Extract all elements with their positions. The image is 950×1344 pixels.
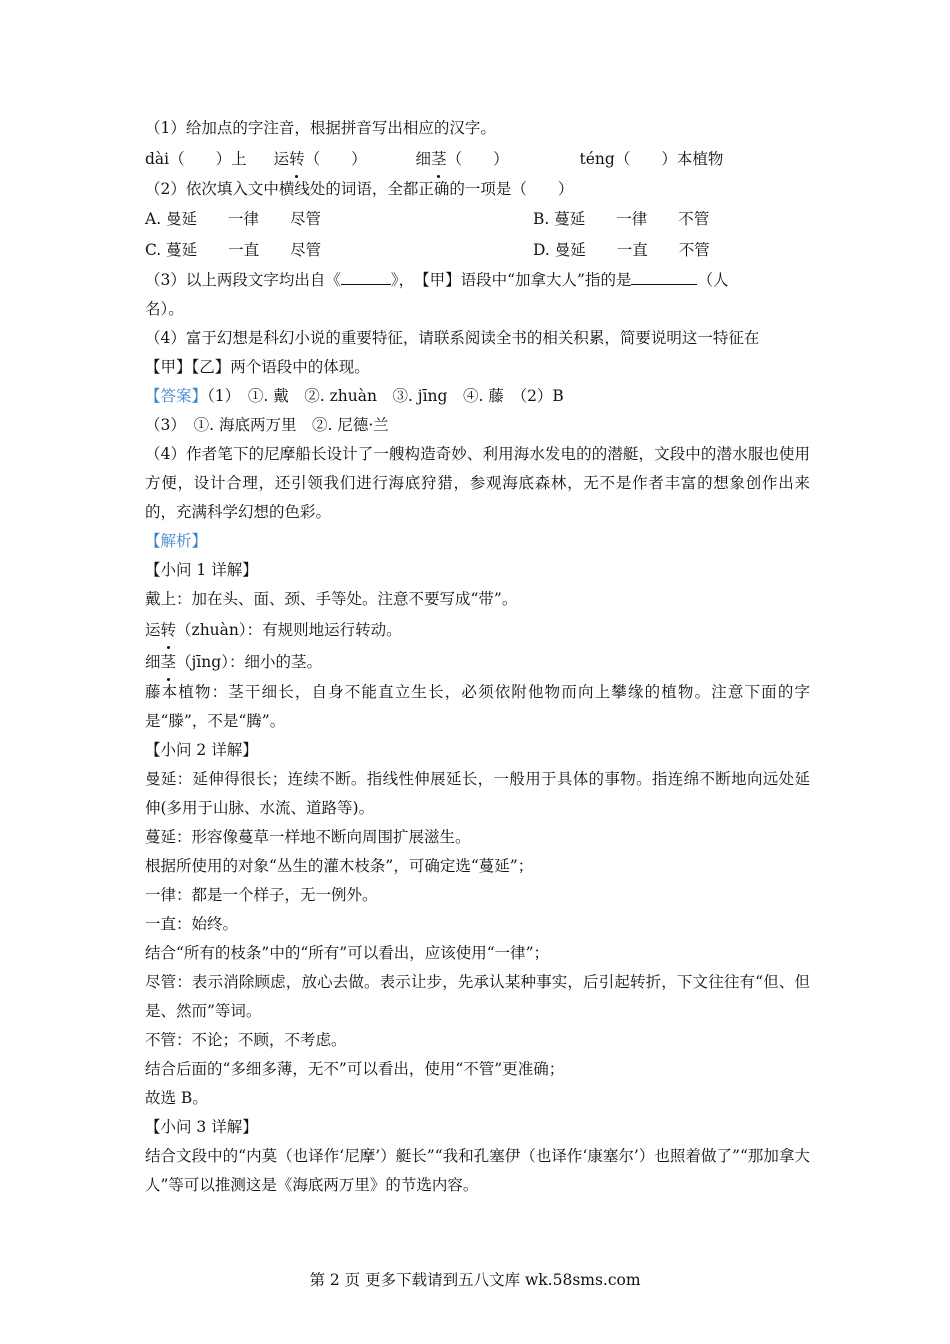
page-footer: 第 2 页 更多下载请到五八文库 wk.58sms.com — [309, 1271, 641, 1289]
s1-line-2: 运转（zhuàn）：有规则地运行转动。 — [145, 614, 810, 646]
answer-tag: 【答案】 — [145, 387, 208, 405]
q1-item-teng: téng（ ）本植物 — [579, 150, 724, 168]
q1-item-jing: 细茎（ ） — [416, 150, 509, 168]
q4-line-1: （4）富于幻想是科幻小说的重要特征，请联系阅读全书的相关积累，简要说明这一特征在 — [145, 329, 760, 347]
answer-line-1: 【答案】（1） ①. 戴 ②. zhuàn ③. jīng ④. 藤 （2）B — [145, 387, 564, 405]
q2-option-a: A. 曼延 一律 尽管 — [145, 210, 322, 228]
q1-items — [145, 143, 810, 175]
s2-line-6: 结合“所有的枝条”中的“所有”可以看出，应该使用“一律”； — [145, 944, 550, 962]
s1-line-3: 细茎（jīng）：细小的茎。 — [145, 646, 810, 678]
fill-blank — [341, 270, 391, 285]
s2-line-1: 曼延：延伸得很长；连续不断。指线性伸展延长，一般用于具体的事物。指连绵不断地向远处延伸(多用于山脉、水流、道路等)。 — [145, 770, 810, 817]
q2-option-d: D. 曼延 一直 不管 — [533, 241, 710, 259]
section-2-heading: 【小问 2 详解】 — [145, 741, 258, 759]
q1-title: （1）给加点的字注音，根据拼音写出相应的汉字。 — [145, 119, 496, 137]
s2-line-2: 蔓延：形容像蔓草一样地不断向周围扩展滋生。 — [145, 828, 471, 846]
section-3-heading: 【小问 3 详解】 — [145, 1118, 258, 1136]
s2-line-5: 一直：始终。 — [145, 915, 239, 933]
q1-item-zhuan: 运转（ ） — [274, 150, 367, 168]
section-1-heading: 【小问 1 详解】 — [145, 561, 258, 579]
q2-options-row-2 — [145, 235, 810, 266]
document-body — [145, 114, 810, 1200]
q1-item-dai: dài（ ）上 — [145, 150, 247, 168]
analysis-tag: 【解析】 — [145, 532, 208, 550]
emphasis-dot-char: 茎 — [161, 646, 177, 678]
s2-line-7: 尽管：表示消除顾虑，放心去做。表示让步，先承认某种事实，后引起转折，下文往往有“但、但是、然而”等词。 — [145, 973, 810, 1020]
q3-line-2: 名）。 — [145, 300, 184, 318]
emphasis-dot-char: 茎 — [431, 143, 447, 175]
q2-title: （2）依次填入文中横线处的词语，全都正确的一项是（ ） — [145, 180, 574, 198]
emphasis-dot-char: 转 — [161, 614, 177, 646]
s2-line-9: 结合后面的“多细多薄，无不”可以看出，使用“不管”更准确； — [145, 1060, 565, 1078]
s2-line-10: 故选 B。 — [145, 1089, 208, 1107]
s3-line-1: 结合文段中的“内莫（也译作‘尼摩’）艇长”“我和孔塞伊（也译作‘康塞尔’）也照着做了”“那加拿大人”等可以推测这是《海底两万里》的节选内容。 — [145, 1147, 810, 1194]
answer-line-3: （4）作者笔下的尼摩船长设计了一艘构造奇妙、利用海水发电的的潜艇，文段中的潜水服也使用方便，设计合理，还引领我们进行海底狩猎，参观海底森林，无不是作者丰富的想象创作出来的，充满科学幻想的色彩。 — [145, 445, 810, 521]
s2-line-8: 不管：不论；不顾，不考虑。 — [145, 1031, 347, 1049]
q2-option-b: B. 蔓延 一律 不管 — [533, 210, 710, 228]
q3-line-1: （3）以上两段文字均出自《 》， 【甲】语段中“加拿大人”指的是 （人 — [145, 271, 729, 289]
q2-option-c: C. 蔓延 一直 尽管 — [145, 241, 322, 259]
s1-line-4: 藤本植物：茎干细长，自身不能直立生长，必须依附他物而向上攀缘的植物。注意下面的字是“滕”，不是“腾”。 — [145, 683, 810, 730]
s2-line-3: 根据所使用的对象“丛生的灌木枝条”，可确定选“蔓延”； — [145, 857, 534, 875]
answer-line-2: （3） ①. 海底两万里 ②. 尼德·兰 — [145, 416, 389, 434]
emphasis-dot-char: 转 — [289, 143, 305, 175]
s1-line-1: 戴上：加在头、面、颈、手等处。注意不要写成“带”。 — [145, 590, 518, 608]
q2-options-row-1 — [145, 204, 810, 235]
s2-line-4: 一律：都是一个样子，无一例外。 — [145, 886, 378, 904]
fill-blank — [631, 270, 697, 285]
q4-line-2: 【甲】【乙】两个语段中的体现。 — [145, 358, 370, 376]
